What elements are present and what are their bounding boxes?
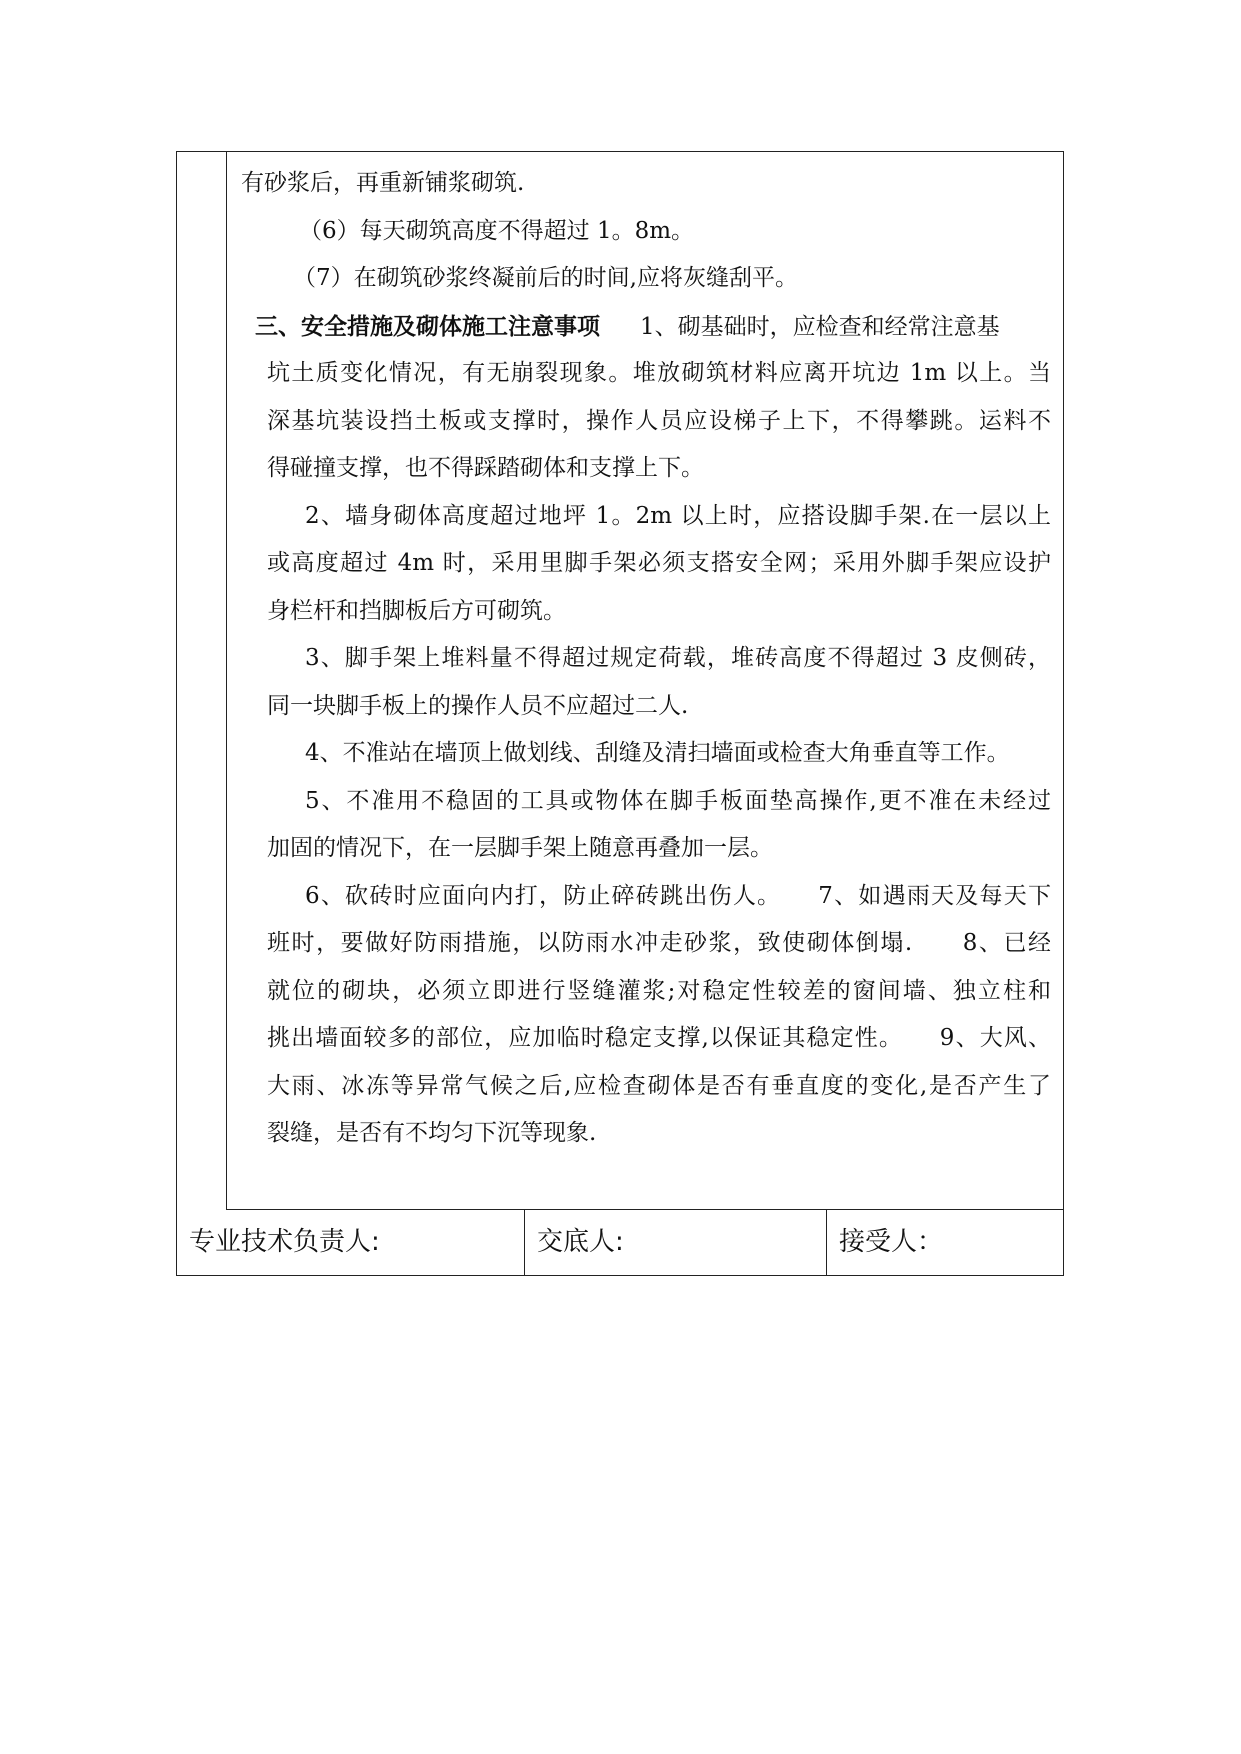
content-cell (227, 152, 1063, 1210)
text-line: 1、砌基础时，应检查和经常注意基 (640, 313, 1000, 340)
text-line: 挑出墙面较多的部位，应加临时稳定支撑,以保证其稳定性。 9、大风、 (267, 1025, 1051, 1051)
text-line: （7）在砌筑砂浆终凝前后的时间,应将灰缝刮平。 (293, 265, 798, 291)
signature-row (177, 1210, 1063, 1275)
text-line: 3、脚手架上堆料量不得超过规定荷载，堆砖高度不得超过 3 皮侧砖， (305, 645, 1051, 671)
text-line: 就位的砌块，必须立即进行竖缝灌浆;对稳定性较差的窗间墙、独立柱和 (267, 977, 1051, 1004)
left-column-cell (177, 152, 227, 1210)
text-line: 6、砍砖时应面向内打，防止碎砖跳出伤人。 7、如遇雨天及每天下 (305, 882, 1051, 909)
section-heading: 三、安全措施及砌体施工注意事项 (255, 312, 600, 340)
text-line: 4、不准站在墙顶上做划线、刮缝及清扫墙面或检查大角垂直等工作。 (305, 740, 1010, 766)
receiver-signature-cell: 接受人： (839, 1227, 944, 1257)
text-line: 2、墙身砌体高度超过地坪 1。2m 以上时，应搭设脚手架.在一层以上 (305, 502, 1051, 529)
tech-lead-signature-cell: 专业技术负责人: (177, 1210, 525, 1275)
section-heading-line (241, 303, 1053, 351)
text-line: 裂缝，是否有不均匀下沉等现象. (267, 1120, 597, 1146)
text-line: 有砂浆后，再重新铺浆砌筑. (241, 170, 525, 196)
text-line: 得碰撞支撑，也不得踩踏砌体和支撑上下。 (267, 455, 704, 481)
text-line: 坑土质变化情况，有无崩裂现象。堆放砌筑材料应离开坑边 1m 以上。当 (267, 360, 1051, 386)
text-line: 加固的情况下，在一层脚手架上随意再叠加一层。 (267, 835, 773, 861)
text-line: 同一块脚手板上的操作人员不应超过二人. (267, 692, 689, 719)
text-line: 或高度超过 4m 时，采用里脚手架必须支搭安全网；采用外脚手架应设护 (267, 550, 1051, 576)
presenter-signature-cell: 交底人: (525, 1210, 827, 1275)
text-line: 5、不准用不稳固的工具或物体在脚手板面垫高操作,更不准在未经过 (305, 787, 1051, 814)
text-line: 大雨、冰冻等异常气候之后,应检查砌体是否有垂直度的变化,是否产生了 (267, 1072, 1051, 1099)
text-line: （6）每天砌筑高度不得超过 1。8m。 (299, 217, 695, 244)
text-line: 身栏杆和挡脚板后方可砌筑。 (267, 597, 566, 624)
text-line: 班时，要做好防雨措施，以防雨水冲走砂浆，致使砌体倒塌. 8、已经 (267, 930, 1051, 956)
document-table (176, 151, 1064, 1276)
text-line: 深基坑装设挡土板或支撑时，操作人员应设梯子上下，不得攀跳。运料不 (267, 407, 1051, 434)
content-text (241, 160, 1053, 1158)
